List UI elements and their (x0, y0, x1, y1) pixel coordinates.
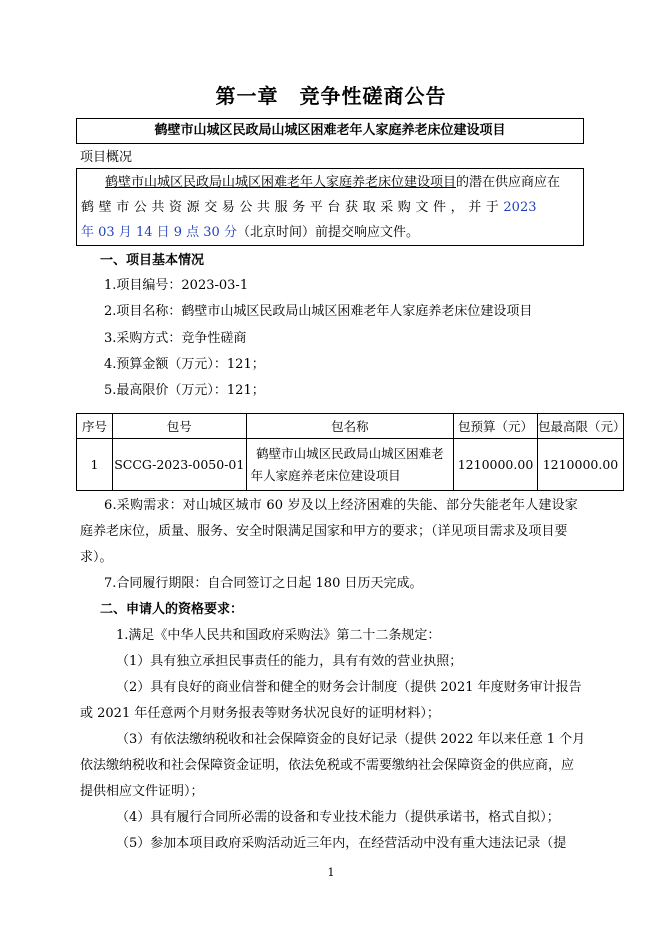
header-seq: 序号 (77, 414, 113, 439)
section2-line-8: （4）具有履行合同所必需的设备和专业技术能力（提供承诺书，格式自拟）； (116, 810, 560, 825)
header-pkg-name: 包名称 (246, 414, 453, 439)
overview-label: 项目概况 (80, 150, 133, 165)
section1-item-4: 4.预算金额（万元）：121； (104, 357, 265, 372)
section1-item-3: 3.采购方式：竞争性磋商 (104, 331, 247, 346)
overview-line-3 (81, 223, 419, 243)
package-table (76, 413, 624, 491)
section2-line-7: 提供相应文件证明）； (80, 784, 204, 799)
cell-budget: 1210000.00 (454, 439, 538, 491)
section2-line-2: （1）具有独立承担民事责任的能力，具有有效的营业执照； (116, 654, 463, 669)
section1-heading: 一、项目基本情况 (100, 253, 205, 268)
section1-item-5: 5.最高限价（万元）：121； (104, 383, 265, 398)
demand-line-2: 庭养老床位，质量、服务、安全时限满足国家和甲方的要求；（详见项目需求及项目要 (80, 524, 568, 539)
page-number: 1 (327, 866, 335, 879)
section2-line-1: 1.满足《中华人民共和国政府采购法》第二十二条规定： (116, 628, 441, 643)
demand-line-3: 求）。 (80, 550, 113, 565)
section2-line-9: （5）参加本项目政府采购活动近三年内，在经营活动中没有重大违法记录（提 (116, 836, 567, 851)
cell-max: 1210000.00 (537, 439, 623, 491)
cell-seq: 1 (77, 439, 113, 491)
chapter-title: 第一章 竞争性磋商公告 (215, 84, 447, 108)
header-budget: 包预算（元） (454, 414, 538, 439)
cell-pkg-no: SCCG-2023-0050-01 (112, 439, 246, 491)
demand-line-1: 6.采购需求：对山城区城市 60 岁及以上经济困难的失能、部分失能老年人建设家 (104, 498, 579, 513)
table-header-row (77, 414, 624, 439)
section2-line-6: 依法缴纳税收和社会保障资金证明，依法免税或不需要缴纳社会保障资金的供应商，应 (80, 758, 575, 773)
overview-line-2-text: 鹤壁市公共资源交易公共服务平台获取采购文件，并于 (81, 200, 504, 215)
table-row (77, 439, 624, 491)
cell-pkg-name-line-1: 鹤壁市山城区民政局山城区困难老 (256, 445, 444, 461)
overview-box (76, 168, 584, 246)
overview-line-3-rest: （北京时间）前提交响应文件。 (236, 225, 419, 240)
contract-period: 7.合同履行期限：自合同签订之日起 180 日历天完成。 (104, 576, 423, 591)
section2-heading: 二、申请人的资格要求： (100, 602, 244, 617)
section2-line-3: （2）具有良好的商业信誉和健全的财务会计制度（提供 2021 年度财务审计报告 (116, 680, 582, 695)
header-pkg-no: 包号 (112, 414, 246, 439)
overview-date-year: 2023 (503, 200, 537, 215)
section2-line-5: （3）有依法缴纳税收和社会保障资金的良好记录（提供 2022 年以来任意 1 个月 (116, 732, 586, 747)
overview-line-2 (81, 198, 537, 218)
section1-item-1: 1.项目编号：2023-03-1 (104, 278, 249, 293)
section2-line-4: 或 2021 年任意两个月财务报表等财务状况良好的证明材料）； (80, 706, 440, 721)
overview-line-1 (105, 173, 560, 193)
project-title-box: 鹤壁市山城区民政局山城区困难老年人家庭养老床位建设项目 (76, 118, 584, 144)
cell-pkg-name-line-2: 年人家庭养老床位建设项目 (250, 467, 401, 483)
overview-line-1-rest: 的潜在供应商应在 (456, 175, 561, 190)
overview-date: 年 03 月 14 日 9 点 30 分 (81, 225, 237, 240)
section1-item-2: 2.项目名称：鹤壁市山城区民政局山城区困难老年人家庭养老床位建设项目 (104, 304, 533, 319)
cell-pkg-name (246, 439, 453, 491)
header-max: 包最高限（元） (537, 414, 623, 439)
overview-project-name: 鹤壁市山城区民政局山城区困难老年人家庭养老床位建设项目 (105, 175, 457, 190)
